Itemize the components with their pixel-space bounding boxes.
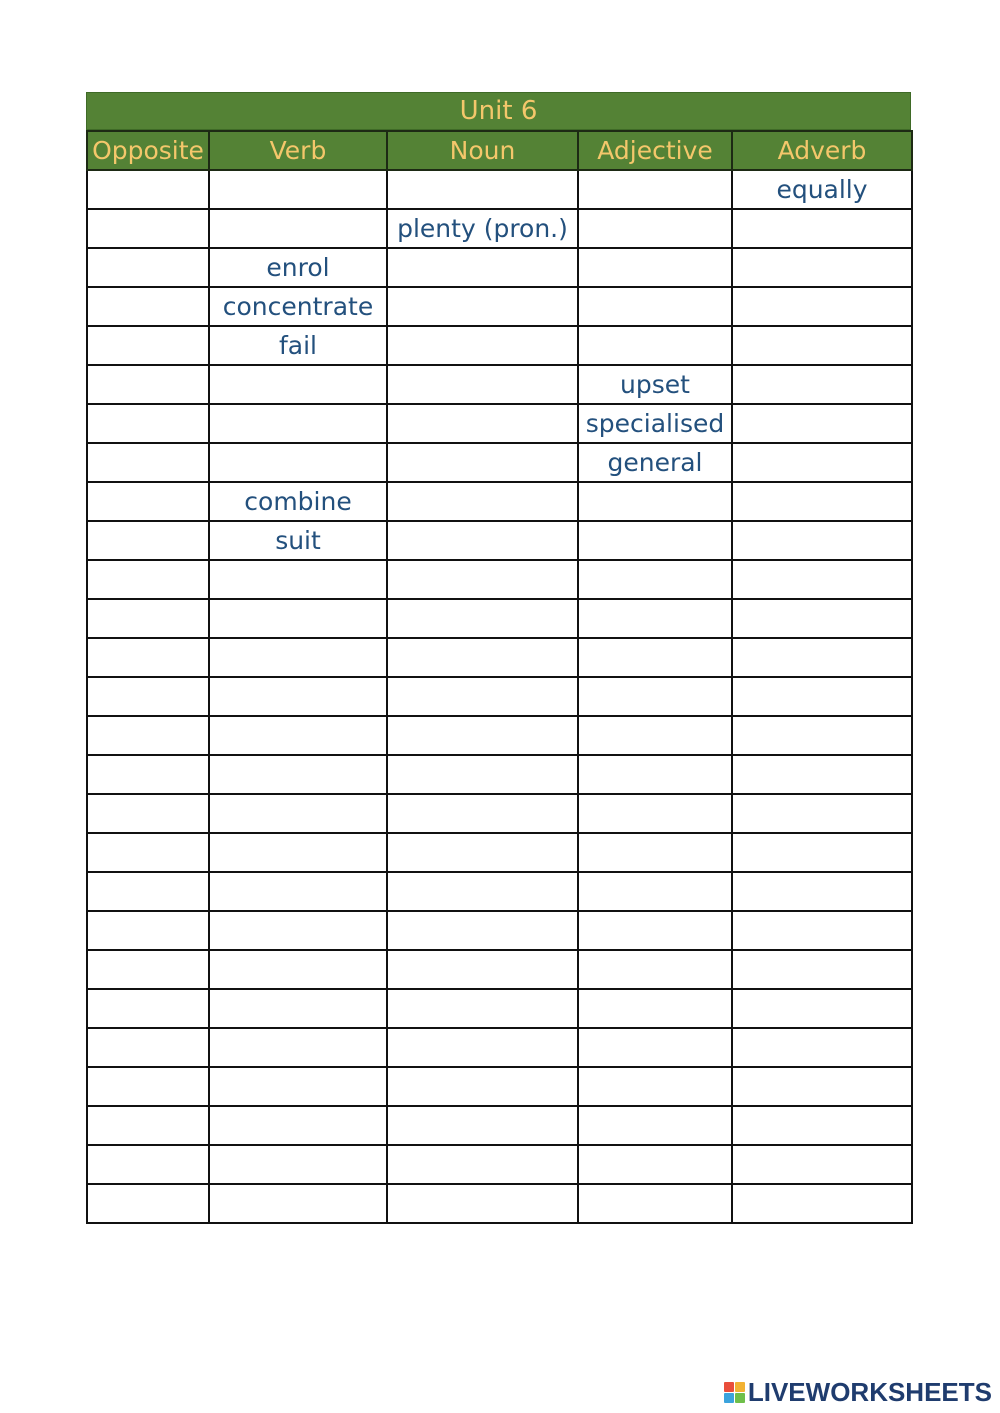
table-row	[87, 482, 912, 521]
cell-opposite[interactable]	[87, 1028, 209, 1067]
cell-adverb: equally	[732, 170, 912, 209]
cell-adjective[interactable]	[578, 482, 732, 521]
cell-adjective[interactable]	[578, 287, 732, 326]
cell-adverb[interactable]	[732, 716, 912, 755]
cell-adjective[interactable]	[578, 326, 732, 365]
table-row	[87, 911, 912, 950]
cell-adverb[interactable]	[732, 911, 912, 950]
cell-verb[interactable]	[209, 170, 387, 209]
table-row	[87, 560, 912, 599]
cell-noun[interactable]	[387, 287, 578, 326]
cell-opposite[interactable]	[87, 794, 209, 833]
cell-noun[interactable]	[387, 1067, 578, 1106]
cell-adjective[interactable]	[578, 989, 732, 1028]
table-row	[87, 1184, 912, 1223]
cell-adverb[interactable]	[732, 521, 912, 560]
cell-verb[interactable]	[209, 950, 387, 989]
cell-verb[interactable]	[209, 755, 387, 794]
cell-opposite[interactable]	[87, 950, 209, 989]
cell-adjective[interactable]	[578, 872, 732, 911]
cell-opposite[interactable]	[87, 911, 209, 950]
cell-verb[interactable]	[209, 716, 387, 755]
cell-adjective[interactable]	[578, 677, 732, 716]
cell-verb: concentrate	[209, 287, 387, 326]
cell-adjective[interactable]	[578, 755, 732, 794]
table-row	[87, 950, 912, 989]
cell-verb[interactable]	[209, 872, 387, 911]
column-header-noun: Noun	[387, 131, 578, 170]
cell-adverb[interactable]	[732, 326, 912, 365]
cell-opposite[interactable]	[87, 989, 209, 1028]
cell-noun[interactable]	[387, 911, 578, 950]
cell-noun[interactable]	[387, 1106, 578, 1145]
cell-opposite[interactable]	[87, 755, 209, 794]
cell-verb: enrol	[209, 248, 387, 287]
cell-noun[interactable]	[387, 677, 578, 716]
cell-adjective: specialised	[578, 404, 732, 443]
cell-opposite[interactable]	[87, 560, 209, 599]
column-header-adverb: Adverb	[732, 131, 912, 170]
cell-verb[interactable]	[209, 365, 387, 404]
liveworksheets-logo	[724, 1377, 992, 1407]
cell-noun[interactable]	[387, 170, 578, 209]
cell-adjective[interactable]	[578, 248, 732, 287]
cell-adjective[interactable]	[578, 911, 732, 950]
cell-adjective[interactable]	[578, 833, 732, 872]
cell-adjective[interactable]	[578, 638, 732, 677]
cell-noun[interactable]	[387, 950, 578, 989]
cell-noun[interactable]	[387, 755, 578, 794]
cell-adjective[interactable]	[578, 1067, 732, 1106]
logo-cubes-icon	[724, 1382, 745, 1403]
table-row	[87, 1145, 912, 1184]
cell-adverb[interactable]	[732, 443, 912, 482]
cell-opposite[interactable]	[87, 599, 209, 638]
table-row	[87, 833, 912, 872]
cell-adverb[interactable]	[732, 365, 912, 404]
cell-adjective[interactable]	[578, 716, 732, 755]
cell-verb[interactable]	[209, 911, 387, 950]
cell-opposite[interactable]	[87, 872, 209, 911]
cell-adverb[interactable]	[732, 560, 912, 599]
cell-noun[interactable]	[387, 521, 578, 560]
table-row	[87, 989, 912, 1028]
cell-adverb[interactable]	[732, 1145, 912, 1184]
table-body	[87, 170, 912, 1223]
table-row	[87, 638, 912, 677]
cell-adverb[interactable]	[732, 950, 912, 989]
cell-noun[interactable]	[387, 326, 578, 365]
cell-adverb[interactable]	[732, 1067, 912, 1106]
cell-adjective: general	[578, 443, 732, 482]
cell-verb[interactable]	[209, 1145, 387, 1184]
cell-opposite[interactable]	[87, 209, 209, 248]
cell-opposite[interactable]	[87, 833, 209, 872]
cell-verb[interactable]	[209, 209, 387, 248]
cell-adjective[interactable]	[578, 209, 732, 248]
cell-adverb[interactable]	[732, 287, 912, 326]
cell-adjective[interactable]	[578, 170, 732, 209]
cell-adjective[interactable]	[578, 1028, 732, 1067]
cell-verb[interactable]	[209, 443, 387, 482]
cell-adverb[interactable]	[732, 872, 912, 911]
cell-opposite[interactable]	[87, 677, 209, 716]
cell-opposite[interactable]	[87, 326, 209, 365]
cell-verb[interactable]	[209, 599, 387, 638]
cell-adverb[interactable]	[732, 404, 912, 443]
cell-verb: fail	[209, 326, 387, 365]
cell-adverb[interactable]	[732, 1184, 912, 1223]
cell-verb[interactable]	[209, 560, 387, 599]
unit-title: Unit 6	[86, 92, 911, 130]
cell-opposite[interactable]	[87, 521, 209, 560]
cell-verb[interactable]	[209, 1067, 387, 1106]
cell-adjective[interactable]	[578, 560, 732, 599]
cell-verb[interactable]	[209, 1106, 387, 1145]
cell-verb[interactable]	[209, 794, 387, 833]
cell-opposite[interactable]	[87, 1184, 209, 1223]
cell-adverb[interactable]	[732, 1106, 912, 1145]
cell-verb: suit	[209, 521, 387, 560]
cell-adverb[interactable]	[732, 989, 912, 1028]
cell-verb[interactable]	[209, 638, 387, 677]
cell-adjective[interactable]	[578, 1106, 732, 1145]
table-row	[87, 1106, 912, 1145]
cell-noun[interactable]	[387, 443, 578, 482]
cell-adjective[interactable]	[578, 599, 732, 638]
header-row	[87, 131, 912, 170]
cell-noun[interactable]	[387, 1145, 578, 1184]
table-row	[87, 443, 912, 482]
cell-adverb[interactable]	[732, 599, 912, 638]
cell-adverb[interactable]	[732, 248, 912, 287]
table-row	[87, 404, 912, 443]
table-row	[87, 1028, 912, 1067]
cell-noun[interactable]	[387, 365, 578, 404]
cell-opposite[interactable]	[87, 638, 209, 677]
column-header-verb: Verb	[209, 131, 387, 170]
table-row	[87, 716, 912, 755]
cell-verb[interactable]	[209, 677, 387, 716]
cell-opposite[interactable]	[87, 170, 209, 209]
column-header-opposite: Opposite	[87, 131, 209, 170]
cell-opposite[interactable]	[87, 1067, 209, 1106]
cell-noun[interactable]	[387, 248, 578, 287]
cell-noun[interactable]	[387, 716, 578, 755]
cell-opposite[interactable]	[87, 404, 209, 443]
cell-noun[interactable]	[387, 638, 578, 677]
cell-noun[interactable]	[387, 1028, 578, 1067]
cell-opposite[interactable]	[87, 365, 209, 404]
table-row	[87, 170, 912, 209]
logo-text: LIVEWORKSHEETS	[747, 1376, 992, 1407]
cell-adverb[interactable]	[732, 209, 912, 248]
table-row	[87, 287, 912, 326]
cell-opposite[interactable]	[87, 443, 209, 482]
cell-adjective[interactable]	[578, 521, 732, 560]
cell-verb[interactable]	[209, 1184, 387, 1223]
cell-noun[interactable]	[387, 872, 578, 911]
cell-noun: plenty (pron.)	[387, 209, 578, 248]
cell-noun[interactable]	[387, 989, 578, 1028]
cell-verb[interactable]	[209, 989, 387, 1028]
cell-verb[interactable]	[209, 404, 387, 443]
cell-noun[interactable]	[387, 560, 578, 599]
table-row	[87, 365, 912, 404]
cell-opposite[interactable]	[87, 716, 209, 755]
cell-verb: combine	[209, 482, 387, 521]
cell-adjective[interactable]	[578, 794, 732, 833]
table-row	[87, 248, 912, 287]
table-row	[87, 677, 912, 716]
cell-opposite[interactable]	[87, 482, 209, 521]
cell-adverb[interactable]	[732, 482, 912, 521]
table-row	[87, 872, 912, 911]
table-row	[87, 326, 912, 365]
cell-adjective[interactable]	[578, 1184, 732, 1223]
table-row	[87, 209, 912, 248]
cell-verb[interactable]	[209, 1028, 387, 1067]
cell-opposite[interactable]	[87, 248, 209, 287]
cell-noun[interactable]	[387, 794, 578, 833]
cell-noun[interactable]	[387, 404, 578, 443]
table-row	[87, 599, 912, 638]
cell-adverb[interactable]	[732, 677, 912, 716]
cell-verb[interactable]	[209, 833, 387, 872]
cell-adjective[interactable]	[578, 950, 732, 989]
table-row	[87, 794, 912, 833]
table-row	[87, 755, 912, 794]
column-header-adjective: Adjective	[578, 131, 732, 170]
cell-noun[interactable]	[387, 599, 578, 638]
cell-adjective[interactable]	[578, 1145, 732, 1184]
cell-opposite[interactable]	[87, 1145, 209, 1184]
cell-opposite[interactable]	[87, 1106, 209, 1145]
cell-adverb[interactable]	[732, 638, 912, 677]
cell-adverb[interactable]	[732, 833, 912, 872]
cell-noun[interactable]	[387, 833, 578, 872]
cell-adverb[interactable]	[732, 794, 912, 833]
table-row	[87, 521, 912, 560]
worksheet	[86, 92, 911, 1224]
table-row	[87, 1067, 912, 1106]
cell-adverb[interactable]	[732, 1028, 912, 1067]
cell-opposite[interactable]	[87, 287, 209, 326]
word-form-table	[86, 130, 913, 1224]
cell-noun[interactable]	[387, 1184, 578, 1223]
cell-adverb[interactable]	[732, 755, 912, 794]
cell-adjective: upset	[578, 365, 732, 404]
cell-noun[interactable]	[387, 482, 578, 521]
